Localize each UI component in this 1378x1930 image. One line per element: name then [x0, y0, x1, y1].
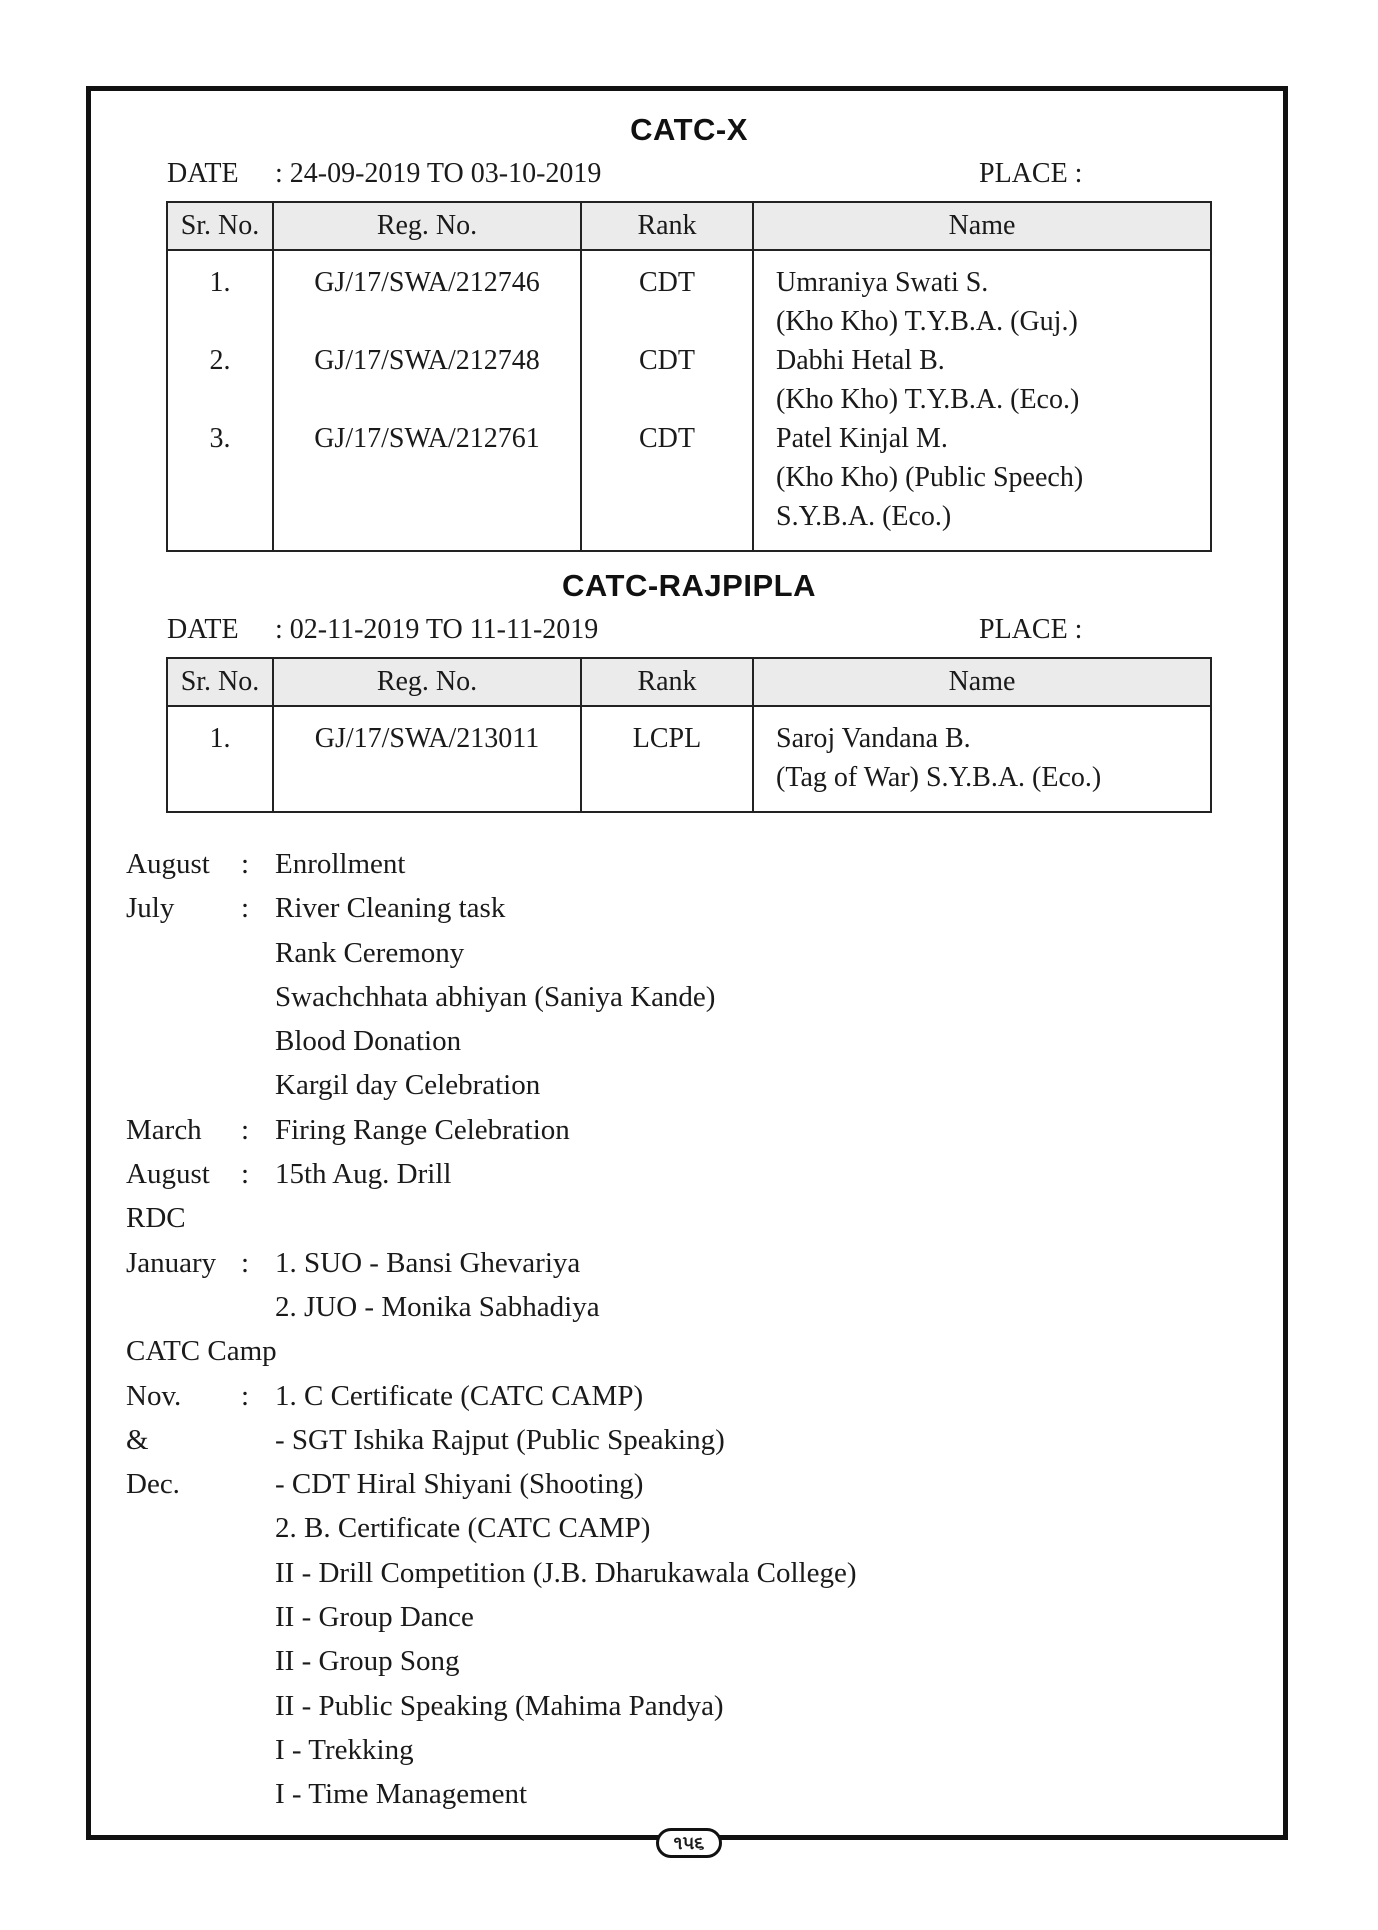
header-reg-no: Reg. No. — [273, 658, 581, 706]
event-month: RDC — [126, 1202, 186, 1235]
header-reg-no: Reg. No. — [273, 202, 581, 250]
event-text: II - Group Dance — [275, 1601, 474, 1634]
header-sr-no: Sr. No. — [167, 658, 273, 706]
table-row — [167, 706, 1211, 812]
event-text: Kargil day Celebration — [275, 1069, 541, 1102]
section2-date-value: : 02-11-2019 TO 11-11-2019 — [275, 614, 599, 645]
rank-cell: CDT — [581, 250, 753, 341]
name-cell — [753, 706, 1211, 812]
event-text: 1. SUO - Bansi Ghevariya — [275, 1246, 581, 1279]
rank-cell: LCPL — [581, 706, 753, 812]
event-text: 1. C Certificate (CATC CAMP) — [275, 1379, 644, 1412]
section2-meta — [167, 614, 1092, 648]
event-text: 2. B. Certificate (CATC CAMP) — [275, 1512, 651, 1545]
event-colon: : — [241, 1158, 250, 1191]
name-cell — [753, 341, 1211, 419]
table-header-row — [167, 202, 1211, 250]
table-row — [167, 341, 1211, 419]
event-text: River Cleaning task — [275, 892, 506, 925]
name-line: (Kho Kho) T.Y.B.A. (Guj.) — [776, 306, 1078, 337]
header-name: Name — [753, 202, 1211, 250]
event-colon: : — [241, 1246, 250, 1279]
event-text: II - Public Speaking (Mahima Pandya) — [275, 1689, 724, 1722]
name-line: Saroj Vandana B. — [776, 723, 971, 754]
name-line: (Kho Kho) (Public Speech) — [776, 462, 1084, 493]
event-month: August — [126, 1158, 210, 1191]
event-text: Enrollment — [275, 848, 406, 880]
section1-table — [166, 201, 1212, 552]
event-text: 15th Aug. Drill — [275, 1158, 452, 1191]
section2-date-label: DATE — [167, 614, 239, 645]
rank-cell: CDT — [581, 341, 753, 419]
name-line: S.Y.B.A. (Eco.) — [776, 501, 952, 532]
header-rank: Rank — [581, 202, 753, 250]
event-month: July — [126, 892, 175, 925]
event-month: March — [126, 1113, 202, 1146]
reg-no-cell: GJ/17/SWA/213011 — [273, 706, 581, 812]
section1-date-label: DATE — [167, 158, 239, 189]
sr-no-cell: 1. — [167, 706, 273, 812]
page-number: ૧૫૬ — [656, 1828, 722, 1858]
event-colon: : — [241, 1113, 250, 1146]
event-text: Firing Range Celebration — [275, 1113, 570, 1146]
section2-place-label: PLACE : — [979, 614, 1083, 645]
event-text: - CDT Hiral Shiyani (Shooting) — [275, 1468, 644, 1501]
event-text: I - Trekking — [275, 1733, 414, 1766]
event-text: II - Drill Competition (J.B. Dharukawala College) — [275, 1556, 857, 1589]
section1-meta — [167, 158, 1092, 192]
event-text: - SGT Ishika Rajput (Public Speaking) — [275, 1423, 725, 1456]
name-cell — [753, 250, 1211, 341]
section2-table — [166, 657, 1212, 813]
event-month: August — [126, 848, 210, 880]
table-row — [167, 419, 1211, 551]
reg-no-cell: GJ/17/SWA/212748 — [273, 341, 581, 419]
header-rank: Rank — [581, 658, 753, 706]
name-line: (Kho Kho) T.Y.B.A. (Eco.) — [776, 384, 1080, 415]
rank-cell: CDT — [581, 419, 753, 551]
name-line: Dabhi Hetal B. — [776, 345, 945, 376]
event-month: CATC Camp — [126, 1335, 277, 1368]
event-month: Dec. — [126, 1468, 180, 1501]
event-colon: : — [241, 892, 250, 925]
section1-date-value: : 24-09-2019 TO 03-10-2019 — [275, 158, 602, 189]
event-text: 2. JUO - Monika Sabhadiya — [275, 1290, 600, 1323]
name-line: Patel Kinjal M. — [776, 423, 948, 454]
name-line: Umraniya Swati S. — [776, 267, 989, 298]
reg-no-cell: GJ/17/SWA/212761 — [273, 419, 581, 551]
event-text: Blood Donation — [275, 1025, 462, 1058]
name-line: (Tag of War) S.Y.B.A. (Eco.) — [776, 762, 1102, 793]
event-colon: : — [241, 848, 250, 880]
sr-no-cell: 2. — [167, 341, 273, 419]
header-sr-no: Sr. No. — [167, 202, 273, 250]
event-text: II - Group Song — [275, 1645, 460, 1678]
event-text: I - Time Management — [275, 1778, 528, 1811]
section1-place-label: PLACE : — [979, 158, 1083, 189]
event-month: Nov. — [126, 1379, 182, 1412]
table-header-row — [167, 658, 1211, 706]
header-name: Name — [753, 658, 1211, 706]
reg-no-cell: GJ/17/SWA/212746 — [273, 250, 581, 341]
section1-title: CATC-X — [630, 112, 748, 147]
event-text: Swachchhata abhiyan (Saniya Kande) — [275, 980, 716, 1013]
sr-no-cell: 3. — [167, 419, 273, 551]
event-colon: : — [241, 1379, 250, 1412]
table-row — [167, 250, 1211, 341]
sr-no-cell: 1. — [167, 250, 273, 341]
name-cell — [753, 419, 1211, 551]
event-month: January — [126, 1246, 217, 1279]
section2-title: CATC-RAJPIPLA — [562, 568, 816, 603]
event-text: Rank Ceremony — [275, 936, 465, 969]
event-month: & — [126, 1423, 149, 1456]
